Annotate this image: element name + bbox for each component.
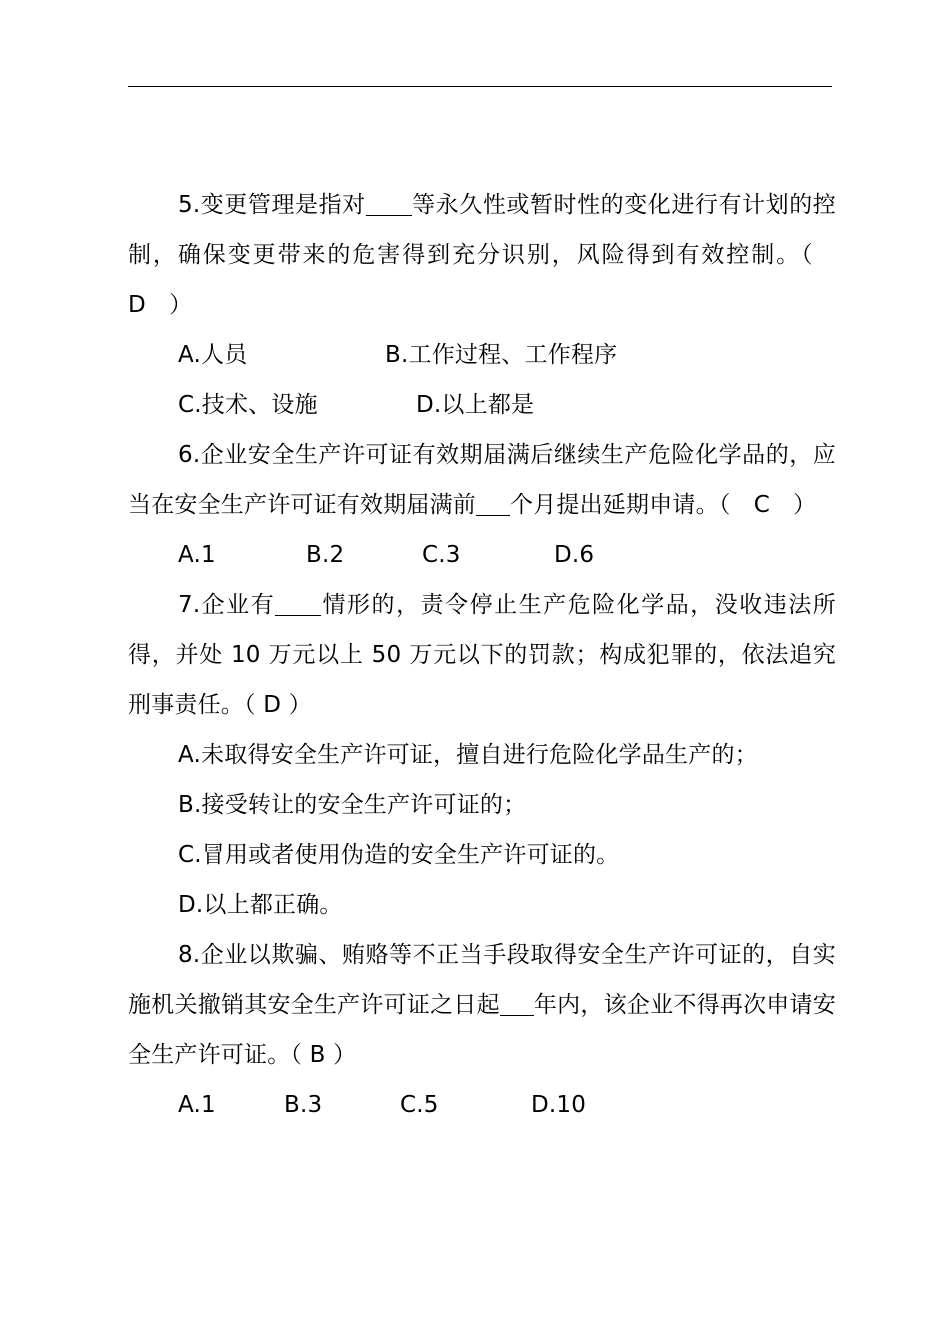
document-body bbox=[128, 180, 836, 1130]
option-b: B.3 bbox=[284, 1092, 323, 1118]
option-b: B.2 bbox=[306, 542, 345, 568]
question-5-text-before: 变更管理是指对 bbox=[200, 192, 366, 218]
question-5-options-row-2 bbox=[128, 380, 836, 430]
question-7-number: 7. bbox=[178, 592, 201, 618]
answer-paren-open: （ bbox=[244, 692, 264, 718]
question-6-text-after: 个月提出延期申请。 bbox=[510, 492, 719, 518]
answer-paren-open: （ bbox=[718, 492, 754, 518]
question-7-text-after: 情形的，责令停止生产危险化学品，没收违法所得，并处 10 万元以上 50 万元以下的罚款；构成犯罪的，依法追究刑事责任。 bbox=[128, 592, 836, 718]
answer-paren-open: （ bbox=[290, 1042, 310, 1068]
question-6-number: 6. bbox=[178, 442, 201, 468]
option-a: A.1 bbox=[178, 542, 216, 568]
question-7-option-a: A.未取得安全生产许可证，擅自进行危险化学品生产的； bbox=[178, 742, 758, 768]
answer-paren-open: （ bbox=[801, 242, 836, 268]
question-8 bbox=[128, 930, 836, 1080]
question-7 bbox=[128, 580, 836, 730]
answer-blank bbox=[500, 989, 534, 1016]
question-7-option-b: B.接受转让的安全生产许可证的； bbox=[178, 792, 527, 818]
option-b: B.工作过程、工作程序 bbox=[385, 342, 618, 368]
question-7-answer: D bbox=[263, 692, 282, 718]
question-5-number: 5. bbox=[178, 192, 201, 218]
header-rule bbox=[128, 86, 832, 87]
option-c: C.5 bbox=[400, 1092, 439, 1118]
option-c: C.技术、设施 bbox=[178, 392, 318, 418]
question-7-option-c: C.冒用或者使用伪造的安全生产许可证的。 bbox=[178, 842, 620, 868]
question-8-text-after: 年内，该企业不得再次申请安全生产许可证。 bbox=[128, 992, 836, 1068]
question-6-options-row bbox=[128, 530, 836, 580]
option-d: D.10 bbox=[531, 1092, 587, 1118]
question-8-options-row bbox=[128, 1080, 836, 1130]
question-5-options-row-1 bbox=[128, 330, 836, 380]
question-7-text-before: 企业有 bbox=[200, 592, 276, 618]
answer-blank bbox=[366, 189, 412, 216]
answer-blank bbox=[275, 589, 321, 616]
option-d: D.6 bbox=[554, 542, 595, 568]
answer-paren-close: ） bbox=[145, 292, 193, 318]
option-c: C.3 bbox=[422, 542, 461, 568]
question-5-answer: D bbox=[128, 292, 146, 318]
option-a: A.人员 bbox=[178, 342, 248, 368]
question-8-answer: B bbox=[309, 1042, 326, 1068]
question-6-text-before: 企业安全生产许可证有效期届满后继续生产危险化学品的，应当在安全生产许可证有效期届满前 bbox=[128, 442, 836, 518]
option-a: A.1 bbox=[178, 1092, 216, 1118]
answer-paren-close: ） bbox=[325, 1042, 357, 1068]
answer-paren-close: ） bbox=[769, 492, 817, 518]
question-5 bbox=[128, 180, 836, 330]
answer-blank bbox=[476, 489, 510, 516]
question-7-option-d: D.以上都正确。 bbox=[178, 892, 343, 918]
question-6 bbox=[128, 430, 836, 530]
question-8-text-before: 企业以欺骗、贿赂等不正当手段取得安全生产许可证的，自实施机关撤销其安全生产许可证之日起 bbox=[128, 942, 836, 1018]
question-8-number: 8. bbox=[178, 942, 201, 968]
answer-paren-close: ） bbox=[281, 692, 312, 718]
question-6-answer: C bbox=[753, 492, 770, 518]
option-d: D.以上都是 bbox=[416, 392, 535, 418]
question-5-text-after: 等永久性或暂时性的变化进行有计划的控制，确保变更带来的危害得到充分识别，风险得到有效控制。 bbox=[128, 192, 836, 268]
